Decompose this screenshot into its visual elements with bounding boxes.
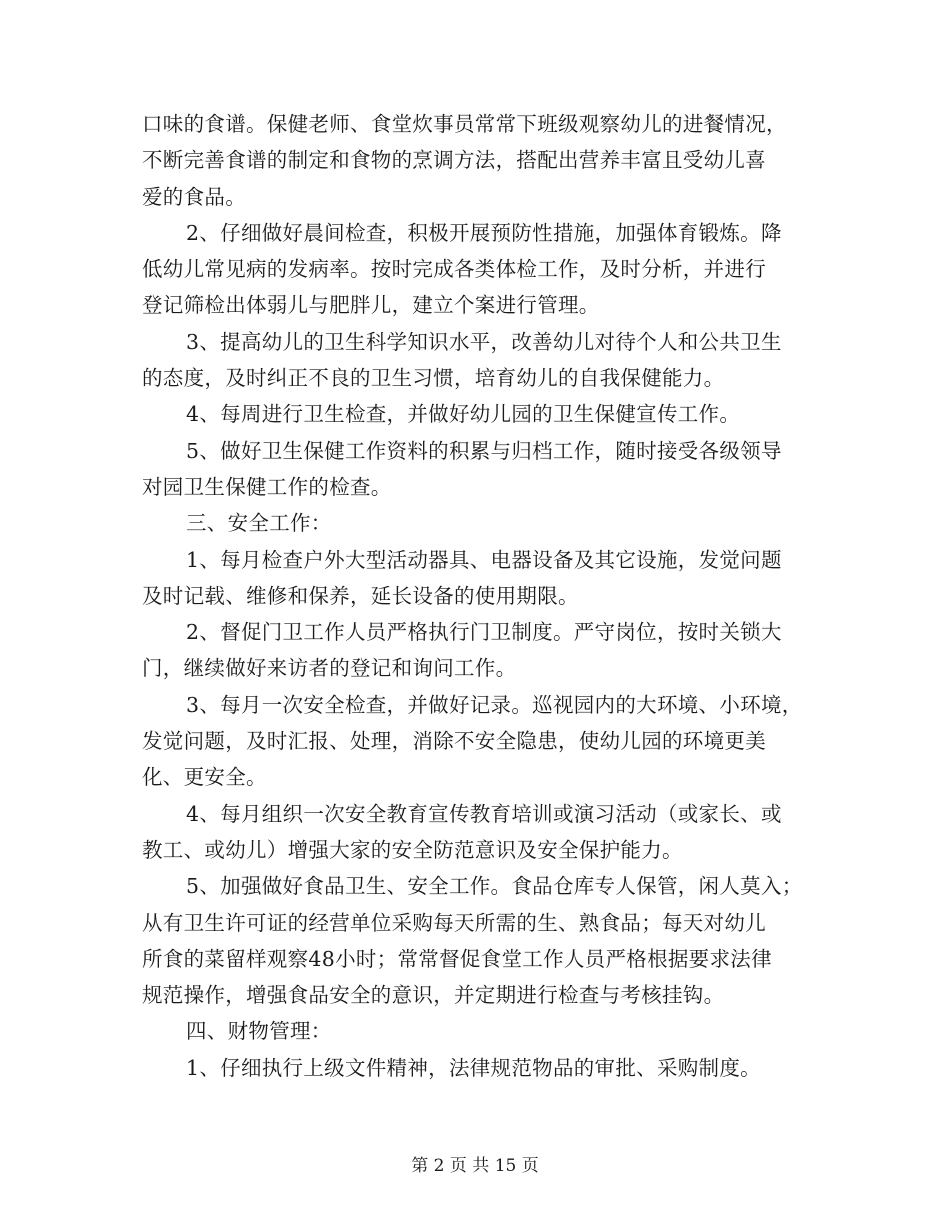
paragraph-start: 4、每月组织一次安全教育宣传教育培训或演习活动（或家长、或: [186, 801, 782, 826]
paragraph-start: 3、每月一次安全检查，并做好记录。巡视园内的大环境、小环境，: [186, 692, 803, 717]
section-heading: 三、安全工作：: [186, 511, 332, 536]
text-line: 低幼儿常见病的发病率。按时完成各类体检工作，及时分析，并进行: [142, 257, 766, 282]
paragraph-start: 2、督促门卫工作人员严格执行门卫制度。严守岗位，按时关锁大: [186, 620, 782, 645]
text-line: 不断完善食谱的制定和食物的烹调方法，搭配出营养丰富且受幼儿喜: [142, 148, 766, 173]
body-text: [142, 106, 812, 1086]
paragraph-start: 5、做好卫生保健工作资料的积累与归档工作，随时接受各级领导: [186, 438, 782, 463]
text-line: 从有卫生许可证的经营单位采购每天所需的生、熟食品；每天对幼儿: [142, 910, 766, 935]
paragraph-start: 1、仔细执行上级文件精神，法律规范物品的审批、采购制度。: [186, 1055, 761, 1080]
text-line: 所食的菜留样观察48小时；常常督促食堂工作人员严格根据要求法律: [142, 946, 772, 971]
text-line: 对园卫生保健工作的检查。: [142, 474, 392, 499]
paragraph-start: 4、每周进行卫生检查，并做好幼儿园的卫生保健宣传工作。: [186, 402, 741, 427]
page-number-footer: 第 2 页 共 15 页: [411, 1156, 539, 1176]
paragraph-start: 1、每月检查户外大型活动器具、电器设备及其它设施，发觉问题: [186, 547, 782, 572]
paragraph-start: 3、提高幼儿的卫生科学知识水平，改善幼儿对待个人和公共卫生: [186, 329, 782, 354]
text-line: 登记筛检出体弱儿与肥胖儿，建立个案进行管理。: [142, 293, 600, 318]
text-line: 爱的食品。: [142, 184, 246, 209]
paragraph-start: 2、仔细做好晨间检查，积极开展预防性措施，加强体育锻炼。降: [186, 220, 782, 245]
text-line: 规范操作，增强食品安全的意识，并定期进行检查与考核挂钩。: [142, 983, 725, 1008]
text-line: 口味的食谱。保健老师、食堂炊事员常常下班级观察幼儿的进餐情况，: [142, 112, 787, 136]
text-line: 发觉问题，及时汇报、处理，消除不安全隐患，使幼儿园的环境更美: [142, 729, 766, 754]
text-line: 教工、或幼儿）增强大家的安全防范意识及安全保护能力。: [142, 837, 683, 862]
text-line: 的态度，及时纠正不良的卫生习惯，培育幼儿的自我保健能力。: [142, 366, 725, 391]
paragraph-start: 5、加强做好食品卫生、安全工作。食品仓库专人保管，闲人莫入；: [186, 874, 803, 899]
text-line: 门，继续做好来访者的登记和询问工作。: [142, 656, 517, 681]
text-line: 化、更安全。: [142, 765, 267, 790]
text-line: 及时记载、维修和保养，延长设备的使用期限。: [142, 583, 579, 608]
section-heading: 四、财物管理：: [186, 1019, 332, 1044]
